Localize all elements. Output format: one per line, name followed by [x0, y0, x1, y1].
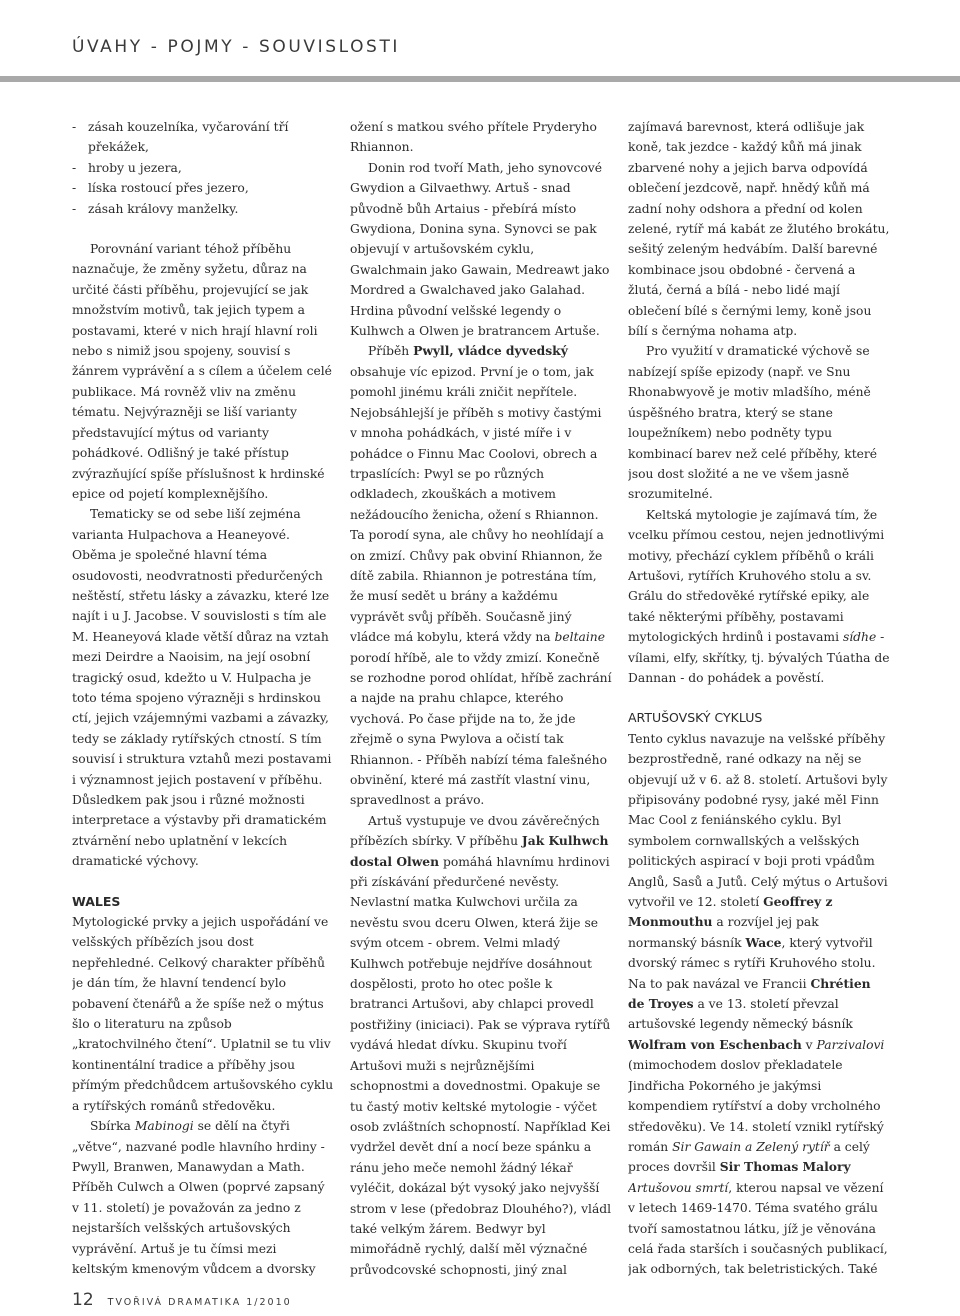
section-heading-artusovsky-cyklus: ARTUŠOVSKÝ CYKLUS: [628, 710, 763, 726]
paragraph: Příběh Pwyll, vládce dyvedský obsahuje víc epizod. První je o tom, jak pomohl jinému králi zničit nepřítele. Nejobsáhlejší je příběh s motivy častými v mnoha pohádkách, v jisté míře i v pohádce o Finnu Mac Coolovi, obrech a trpaslících: Pwyl se po různých odkladech, zkouškách a motivem nežádoucího ženicha, ožení s Rhiannon. Ta porodí syna, ale chůvy ho neohlídají a on zmizí. Chůvy pak obviní Rhiannon, že dítě zabila. Rhiannon je potrestána tím, že musí sedět u brány a každému vyprávět svůj příběh. Současně jiný vládce má kobylu, která vždy na beltaine porodí hříbě, ale to vždy zmizí. Konečně se rozhodne porod ohlídat, hříbě zachrání a najde na prahu chlapce, kterého vychová. Po čase přijde na to, že jde zřejmě o syna Pwylova a očistí tak Rhiannon. - Příběh nabízí téma falešného obvinění, které má zastřít vlastní vinu, spravedlnost a právo.: [350, 343, 612, 808]
paragraph: Mytologické prvky a jejich uspořádání ve velšských příbězích jsou dost nepřehledné. Celkový charakter příběhů je dán tím, že hlavní tendencí bylo pobavení čtenářů a že spíše než o mýtus šlo o literaturu na způsob „kratochvilného čtení“. Uplatnil se tu vliv kontinentální tradice a příběhy jsou přímým předchůdcem artušovského cyklu a rytířských románů středověku.: [72, 915, 334, 1113]
text-run: , který vytvořil dvorský rámec s rytíři Kruhového stolu. Na to pak navázal ve Francii: [628, 935, 876, 991]
paragraph: ožení s matkou svého přítele Pryderyho Rhiannon.: [350, 120, 597, 155]
paragraph: [628, 729, 890, 1277]
paragraph: zajímavá barevnost, která odlišuje jak koně, tak jezdce - každý kůň má jinak zbarvené nohy a jejich barva odpovídá oblečení jezdcově, např. hnědý kůň má zadní nohy odshora a přední od kolen zelené, rytíř má kabát ze žlutého brokátu, sešitý zeleným hedvábím. Další barevné kombinace jsou obdobné - červená a žlutá, černá a bílá - nebo lidé mají oblečení bílé s černými lemy, koně jsou bílí s černýma nohama atp.: [628, 120, 890, 339]
page-footer: [72, 1290, 292, 1310]
column-1: [72, 117, 334, 1277]
paragraph: Porovnání variant téhož příběhu naznačuje, že změny syžetu, důraz na určité části příběhu, projevující se jak množstvím motivů, tak jejich typem a postavami, které v nich hrají hlavní roli nebo s nimiž jsou spojeny, souvisí s žánrem vyprávění a s cílem a účelem celé publikace. Má rovněž vliv na změnu tématu. Nejvýrazněji se liší varianty představující mýtus od varianty pohádkové. Odlišný je také přístup zvýrazňující spíše příslušnost k hrdinské epice od pojetí komplexnějšího.: [72, 242, 332, 501]
list-item: - líska rostoucí přes jezero,: [72, 178, 334, 198]
text-run: a rozvíjel jej pak normanský básník: [628, 915, 819, 950]
text-run: v: [801, 1037, 817, 1052]
text-run: Tento cyklus navazuje na velšské příběhy bezprostředně, rané odkazy na něj se objevují už v 6. až 8. století. Artušovi byly připisovány podobné rysy, jaké měl Finn Mac Cool z feniánského cyklu. Byl symbolem cornwallských a velšských politických aspirací v boji proti vpádům Anglů, Sasů a Jutů. Celý mýtus o Artušovi vytvořil ve 12. století: [628, 731, 888, 910]
paragraph: Donin rod tvoří Math, jeho synovcové Gwydion a Gilvaethwy. Artuš - snad původně bůh Artaius - přebírá místo Gwydiona, Donina syna. Synovci se pak objevují v artušovském cyklu, Gwalchmain jako Gawain, Medreawt jako Mordred a Gwalchaved jako Galahad. Hrdina původní velšské legendy o Kulhwch a Olwen je bratrancem Artuše.: [350, 160, 610, 339]
text-run: Artušovou smrtí: [628, 1180, 729, 1195]
text-run: (mimochodem doslov překladatele Jindřicha Pokorného je jakýmsi kompendiem rytířství a doby vrcholného středověku). Ve 14. století vznikl rytířský román: [628, 1058, 884, 1154]
text-run: Sir Gawain a Zelený rytíř: [672, 1139, 830, 1154]
section-heading-wales: WALES: [72, 893, 121, 909]
text-run: Chrétien de Troyes: [628, 975, 871, 1012]
text-run: , kterou napsal ve vězení v letech 1469-1470. Téma svatého grálu tvoří samostatnou látku, jíž je věnována celá řada starších i současných publikací, jak odborných, tak beletristických. Také: [628, 1180, 888, 1277]
paragraph: Keltská mytologie je zajímavá tím, že vcelku přímou cestou, nejen jednotlivými motivy, přechází cyklem příběhů o králi Artušovi, rytířích Kruhového stolu a sv. Grálu do středověké rytířské epiky, ale také některými příběhy, postavami mytologických hrdinů i postavami sídhe - vílami, elfy, skřítky, tj. bývalých Túatha de Dannan - do pohádek a pověstí.: [628, 507, 890, 685]
paragraph: Sbírka Mabinogi se dělí na čtyři „větve“, nazvané podle hlavního hrdiny - Pwyll, Branwen, Manawydan a Math. Příběh Culwch a Olwen (poprvé zapsaný v 11. století) je považován za jedno z nejstarších velšských artušovských vyprávění. Artuš je tu čímsi mezi keltským kmenovým vůdcem a dvorsky: [72, 1119, 325, 1276]
paragraph: Artuš vystupuje ve dvou závěrečných příbězích sbírky. V příběhu Jak Kulhwch dostal Olwen pomáhá hlavnímu hrdinovi při získávání předurčené nevěsty. Nevlastní matka Kulwchovi určila za nevěstu svou dceru Olwen, která žije se svým otcem - obrem. Velmi mladý Kulhwch potřebuje nejdříve dosáhnout dospělosti, proto ho otec pošle k bratranci Artušovi, aby chlapci provedl postřižiny (iniciaci). Pak se výprava rytířů vydává hledat dívku. Skupinu tvoří Artušovi muži s nejrůznějšími schopnostmi a dovednostmi. Opakuje se tu častý motiv keltské mytologie - výčet osob zvláštních schopností. Například Kei vydržel devět dní a nocí beze spánku a ránu jeho meče nemohl žádný lékař vyléčit, dokázal být vysoký jako nejvyšší strom v lese (předobraz Dlouhého?), vládl také velkým žárem. Bedwyr byl mimořádně rychlý, další měl význačné průvodcovské schopnosti, jiný znal: [350, 813, 612, 1277]
section-header-title: ÚVAHY - POJMY - SOUVISLOSTI: [72, 37, 401, 57]
paragraph: Tematicky se od sebe liší zejména varianta Hulpachova a Heaneyové. Oběma je společné hlavní téma osudovosti, neodvratnosti předurčených neštěstí, střetu lásky a závazku, které lze najít i u J. Jacobse. V souvislosti s tím ale M. Heaneyová klade větší důraz na vztah mezi Deirdre a Naoisim, na její osobní tragický osud, kdežto u V. Hulpacha je toto téma spojeno výrazněji s hrdinskou ctí, jejich vzájemnými vazbami a závazky, tedy se základy rytířských ctností. S tím souvisí i struktura vztahů mezi postavami i významnost jejich postavení v příběhu. Důsledkem pak jsou i různé možnosti interpretace a výstavby při dramatickém ztvárnění nebo uplatnění v lekcích dramatické výchovy.: [72, 507, 332, 869]
text-run: Parzivalovi: [816, 1037, 885, 1052]
text-run: Sir Thomas Malory: [719, 1159, 851, 1175]
magazine-name: TVOŘIVÁ DRAMATIKA 1/2010: [107, 1297, 292, 1308]
text-run: Wace: [745, 934, 782, 950]
text-run: Geoffrey z Monmouthu: [628, 894, 833, 930]
text-run: a celý proces dovršil: [628, 1139, 870, 1175]
motif-list: [72, 117, 334, 219]
text-run: Wolfram von Eschenbach: [628, 1036, 802, 1052]
text-run: a ve 13. století převzal artušovské legendy německý básník: [628, 997, 853, 1032]
list-item: - hroby u jezera,: [72, 158, 334, 178]
header-rule: [0, 76, 960, 82]
paragraph: Pro využití v dramatické výchově se nabízejí spíše epizody (např. ve Snu Rhonabwyově je motiv mladšího, méně úspěšného bratra, který se stane loupežníkem) nebo podněty typu kombinací barev než celé příběhy, které jsou dost složité a ne ve všem jasně srozumitelné.: [628, 344, 878, 502]
page-number: 12: [72, 1290, 94, 1310]
list-item: - zásah kouzelníka, vyčarování tří překážek,: [72, 117, 334, 158]
column-2: [350, 117, 612, 1277]
list-item: - zásah královy manželky.: [72, 199, 334, 219]
column-3: [628, 117, 890, 1277]
